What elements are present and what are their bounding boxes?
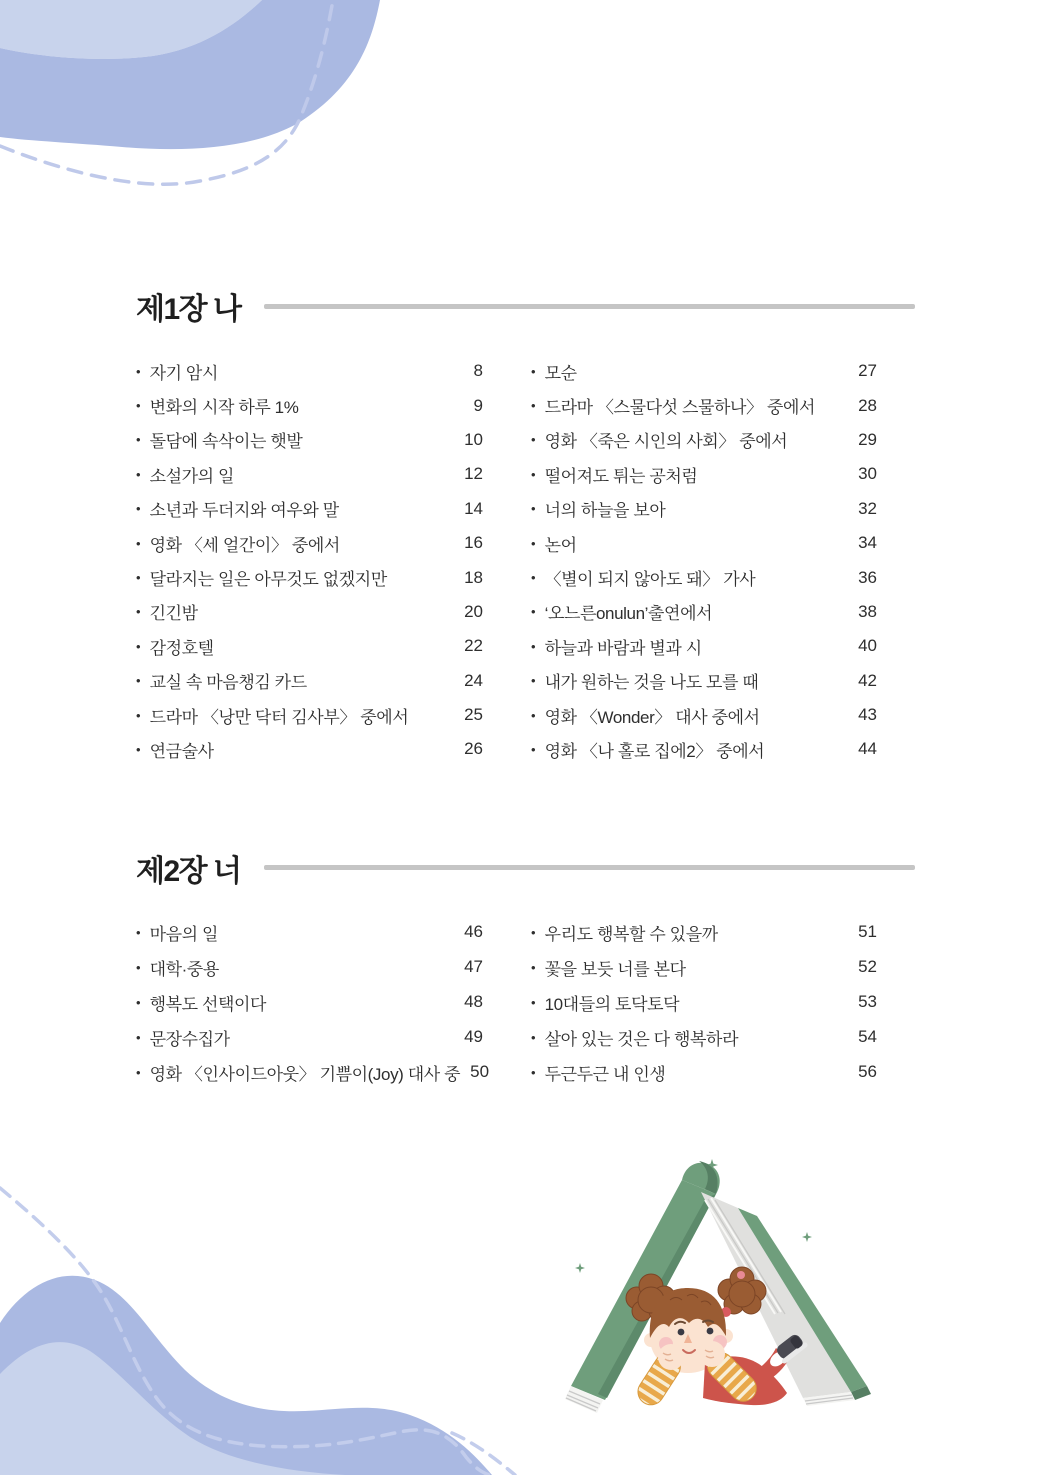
toc-entry — [136, 629, 483, 663]
toc-entry-title: 영화 〈세 얼간이〉 중에서 — [149, 535, 340, 555]
toc-entry-page: 22 — [464, 636, 483, 656]
toc-entry-page: 26 — [464, 739, 483, 759]
toc-entry-page: 28 — [858, 395, 877, 415]
toc-entry — [531, 492, 877, 526]
toc-entry-title: 소년과 두더지와 여우와 말 — [149, 501, 339, 521]
toc-entry-title: 떨어져도 튀는 공처럼 — [544, 466, 698, 486]
toc-entry-page: 34 — [858, 533, 877, 553]
toc-entry-title: 문장수집가 — [149, 1029, 230, 1049]
toc-entry-page: 46 — [464, 922, 483, 942]
toc-entry-page: 52 — [858, 957, 877, 977]
bullet-icon: • — [531, 638, 536, 654]
toc-entry-page: 51 — [858, 922, 877, 942]
toc-entry-page: 42 — [858, 670, 877, 690]
toc-entry-title: 두근두근 내 인생 — [544, 1064, 666, 1084]
toc-entry-title: 대학·중용 — [149, 959, 219, 979]
toc-entry-title: 감정호텔 — [149, 638, 214, 658]
bullet-icon: • — [531, 501, 536, 517]
toc-entry-page: 16 — [464, 533, 483, 553]
toc-entry — [531, 354, 877, 388]
toc-entry-page: 53 — [858, 992, 877, 1012]
bullet-icon: • — [136, 638, 141, 654]
toc-entry — [531, 560, 877, 594]
bullet-icon: • — [531, 1064, 536, 1080]
bullet-icon: • — [531, 707, 536, 723]
chapter-1-columns — [136, 354, 877, 767]
toc-entry-page: 29 — [858, 429, 877, 449]
toc-entry-title: 영화 〈나 홀로 집에2〉 중에서 — [544, 741, 765, 761]
toc-entry — [531, 732, 877, 766]
toc-entry-title: 행복도 선택이다 — [149, 994, 267, 1014]
bullet-icon: • — [136, 707, 141, 723]
toc-entry-page: 10 — [464, 429, 483, 449]
chapter-2-section — [136, 851, 915, 1090]
bullet-icon: • — [136, 959, 141, 975]
bullet-icon: • — [531, 363, 536, 379]
toc-entry — [136, 985, 483, 1020]
bottom-wave-decoration — [0, 1175, 540, 1475]
bullet-icon: • — [531, 673, 536, 689]
toc-entry-title: 마음의 일 — [149, 924, 218, 944]
toc-entry-page: 49 — [464, 1027, 483, 1047]
chapter-1-header — [136, 289, 915, 326]
top-wave-decoration — [0, 0, 400, 230]
toc-entry-page: 36 — [858, 567, 877, 587]
toc-entry-title: ‘오느른onulun’출연에서 — [544, 604, 713, 624]
bullet-icon: • — [531, 741, 536, 757]
toc-entry-page: 54 — [858, 1027, 877, 1047]
bullet-icon: • — [136, 673, 141, 689]
toc-entry — [136, 595, 483, 629]
toc-entry — [531, 950, 877, 985]
toc-column-left — [136, 354, 483, 767]
toc-entry — [531, 629, 877, 663]
toc-entry-page: 40 — [858, 636, 877, 656]
toc-entry-page: 12 — [464, 464, 483, 484]
toc-entry-title: 논어 — [544, 535, 577, 555]
bullet-icon: • — [531, 398, 536, 414]
bullet-icon: • — [136, 466, 141, 482]
wave-medium-shape — [0, 1276, 492, 1475]
toc-entry-title: 하늘과 바람과 별과 시 — [544, 638, 702, 658]
dashed-curve-icon — [452, 1433, 515, 1475]
toc-entry-title: 교실 속 마음챙김 카드 — [149, 673, 307, 693]
toc-entry — [531, 985, 877, 1020]
toc-entry — [531, 915, 877, 950]
toc-entry-title: 〈별이 되지 않아도 돼〉 가사 — [544, 570, 756, 590]
bullet-icon: • — [136, 535, 141, 551]
toc-entry-page: 24 — [464, 670, 483, 690]
bullet-icon: • — [531, 994, 536, 1010]
bullet-icon: • — [531, 604, 536, 620]
bullet-icon: • — [531, 959, 536, 975]
toc-entry — [136, 423, 483, 457]
toc-entry — [136, 492, 483, 526]
toc-entry-page: 18 — [464, 567, 483, 587]
bullet-icon: • — [531, 432, 536, 448]
toc-entry-title: 10대들의 토닥토닥 — [544, 994, 680, 1014]
bullet-icon: • — [531, 466, 536, 482]
dashed-curve-icon — [0, 1188, 490, 1475]
bullet-icon: • — [136, 398, 141, 414]
toc-entry — [531, 664, 877, 698]
toc-entry-page: 43 — [858, 705, 877, 725]
bullet-icon: • — [136, 1029, 141, 1045]
toc-entry — [531, 1020, 877, 1055]
toc-entry-title: 영화 〈Wonder〉 대사 중에서 — [544, 707, 760, 727]
toc-entry-page: 27 — [858, 361, 877, 381]
toc-column-left — [136, 915, 490, 1090]
bullet-icon: • — [136, 363, 141, 379]
bullet-icon: • — [136, 501, 141, 517]
bullet-icon: • — [136, 604, 141, 620]
toc-column-right — [531, 915, 877, 1090]
toc-entry-title: 소설가의 일 — [149, 466, 234, 486]
toc-entry-page: 30 — [858, 464, 877, 484]
toc-entry-page: 44 — [858, 739, 877, 759]
toc-content — [136, 289, 915, 1090]
girl-under-book-illustration — [545, 1148, 875, 1418]
toc-entry-title: 우리도 행복할 수 있을까 — [544, 924, 718, 944]
toc-entry-page: 14 — [464, 498, 483, 518]
toc-entry-page: 25 — [464, 705, 483, 725]
chapter-2-title: 제2장 너 — [136, 854, 241, 888]
toc-entry — [136, 732, 483, 766]
bullet-icon: • — [136, 994, 141, 1010]
toc-entry-title: 자기 암시 — [149, 363, 218, 383]
toc-entry — [136, 560, 483, 594]
chapter-rule — [264, 865, 915, 870]
bullet-icon: • — [136, 924, 141, 940]
toc-entry — [136, 526, 483, 560]
bullet-icon: • — [531, 1029, 536, 1045]
toc-entry — [136, 354, 483, 388]
bullet-icon: • — [136, 432, 141, 448]
wave-light-shape — [0, 0, 262, 59]
toc-entry-title: 드라마 〈스물다섯 스물하나〉 중에서 — [544, 398, 816, 418]
toc-entry-page: 8 — [473, 361, 483, 381]
toc-entry-title: 돌담에 속삭이는 햇발 — [149, 432, 303, 452]
toc-entry-page: 50 — [470, 1062, 490, 1082]
bullet-icon: • — [136, 741, 141, 757]
toc-entry — [136, 950, 483, 985]
toc-entry — [136, 698, 483, 732]
chapter-1-section — [136, 289, 915, 767]
bullet-icon: • — [531, 570, 536, 586]
toc-entry — [136, 388, 483, 422]
toc-entry-title: 변화의 시작 하루 1% — [149, 398, 299, 418]
sparkle-icon — [575, 1263, 585, 1273]
wave-light-shape — [0, 1342, 345, 1475]
toc-entry-page: 47 — [464, 957, 483, 977]
bullet-icon: • — [136, 1064, 141, 1080]
toc-entry — [136, 915, 483, 950]
toc-entry-title: 영화 〈인사이드아웃〉 기쁨이(Joy) 대사 중 — [149, 1064, 461, 1084]
sparkle-icon — [802, 1232, 812, 1242]
toc-entry — [531, 388, 877, 422]
chapter-rule — [264, 304, 915, 309]
bullet-icon: • — [531, 924, 536, 940]
toc-entry — [531, 698, 877, 732]
toc-entry-title: 꽃을 보듯 너를 본다 — [544, 959, 686, 979]
toc-entry-page: 32 — [858, 498, 877, 518]
toc-entry-page: 9 — [473, 395, 483, 415]
toc-entry — [531, 457, 877, 491]
chapter-2-columns — [136, 915, 877, 1090]
toc-entry-title: 긴긴밤 — [149, 604, 198, 624]
bullet-icon: • — [531, 535, 536, 551]
toc-entry — [531, 526, 877, 560]
toc-entry — [531, 1055, 877, 1090]
toc-entry — [531, 595, 877, 629]
toc-entry-title: 내가 원하는 것을 나도 모를 때 — [544, 673, 759, 693]
dashed-curve-icon — [0, 0, 333, 184]
toc-entry-title: 너의 하늘을 보아 — [544, 501, 666, 521]
toc-entry-title: 살아 있는 것은 다 행복하라 — [544, 1029, 739, 1049]
toc-entry — [136, 1020, 483, 1055]
hair-tie — [737, 1271, 745, 1279]
toc-entry — [136, 664, 483, 698]
toc-entry-title: 영화 〈죽은 시인의 사회〉 중에서 — [544, 432, 788, 452]
toc-entry-title: 달라지는 일은 아무것도 없겠지만 — [149, 570, 387, 590]
toc-entry-title: 모순 — [544, 363, 577, 383]
toc-entry-page: 20 — [464, 601, 483, 621]
toc-column-right — [531, 354, 877, 767]
toc-entry-page: 56 — [858, 1062, 877, 1082]
toc-entry — [136, 1055, 490, 1090]
chapter-2-header — [136, 851, 915, 888]
bullet-icon: • — [136, 570, 141, 586]
toc-entry-page: 38 — [858, 601, 877, 621]
chapter-1-title: 제1장 나 — [136, 293, 241, 326]
toc-entry-title: 드라마 〈낭만 닥터 김사부〉 중에서 — [149, 707, 409, 727]
toc-entry-title: 연금술사 — [149, 741, 214, 761]
wave-medium-shape — [0, 0, 380, 149]
toc-entry-page: 48 — [464, 992, 483, 1012]
toc-entry — [136, 457, 483, 491]
toc-entry — [531, 423, 877, 457]
